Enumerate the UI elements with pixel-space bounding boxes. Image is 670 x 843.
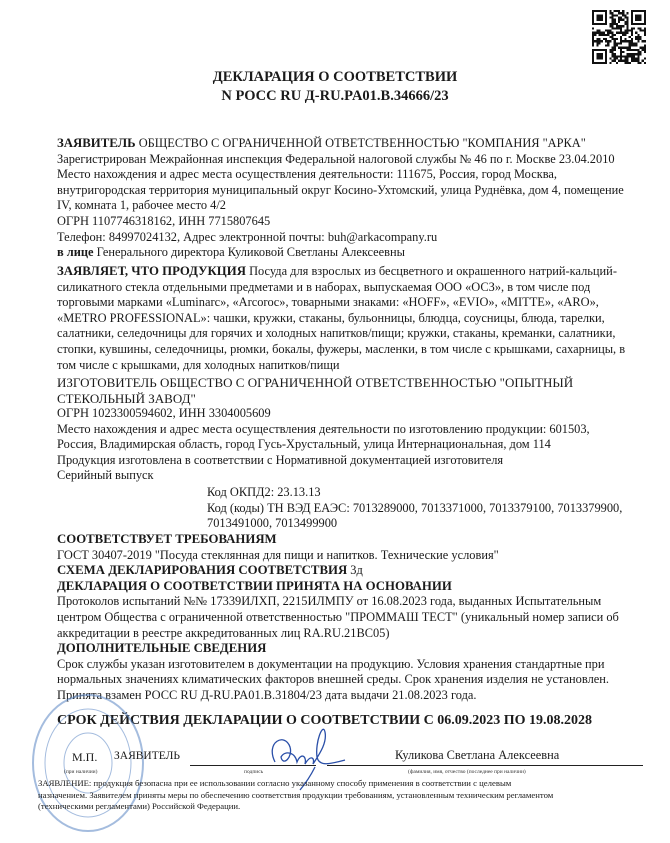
manufacturer-line: ИЗГОТОВИТЕЛЬ ОБЩЕСТВО С ОГРАНИЧЕННОЙ ОТВЕТСТВЕННОСТЬЮ "ОПЫТНЫЙ (57, 375, 574, 390)
code-line: Код ОКПД2: 23.13.13 (207, 485, 321, 499)
product-line: силикатного стекла отдельными предметами и в наборах, выпускаемая ООО «ОСЗ», в том числе под (57, 279, 591, 294)
serial-text: Серийный выпуск (57, 468, 154, 482)
code-line: 7013491000, 7013499900 (207, 516, 338, 531)
product-section (57, 264, 657, 373)
name-note: (фамилия, имя, отчество (последнее при наличии) (408, 769, 526, 775)
validity-text: СРОК ДЕЙСТВИЯ ДЕКЛАРАЦИИ О СООТВЕТСТВИИ С 06.09.2023 ПО 19.08.2028 (57, 713, 593, 728)
statement-line: ЗАЯВЛЕНИЕ: продукция безопасна при ее использовании согласно указанному способу применения в соответствии с целевым (38, 778, 512, 788)
statement (38, 778, 638, 813)
serial-release (57, 468, 657, 484)
statement-line: назначением. Заявителем приняты меры по обеспечению соответствия продукции требованиям, установленным техническим регламентом (38, 789, 554, 800)
requirements-text: ГОСТ 30407-2019 "Посуда стеклянная для пищи и напитков. Технические условия" (57, 547, 499, 562)
manufacturer-line: СТЕКОЛЬНЫЙ ЗАВОД" (57, 390, 196, 406)
applicant-line: ОГРН 1107746318162, ИНН 7715807645 (57, 213, 271, 228)
applicant-section (57, 136, 657, 261)
basis-line: центром Общества с ограниченной ответственностью "ПРОММАШ ТЕСТ" (уникальный номер записи об (57, 609, 619, 624)
manufacturer-line: Россия, Владимирская область, город Гусь-Хрустальный, улица Интернациональная, дом 114 (57, 437, 551, 452)
document-title (0, 68, 670, 106)
declaration-number: N РОСС RU Д-RU.PA01.B.34666/23 (221, 88, 449, 104)
requirements-section (57, 532, 657, 704)
applicant-label: ЗАЯВИТЕЛЬ (57, 136, 136, 150)
applicant-line: Место нахождения и адрес места осуществления деятельности: 111675, Россия, город Москва, (57, 167, 557, 182)
applicant-sign-label: ЗАЯВИТЕЛЬ (114, 750, 181, 762)
code-line: Код (коды) ТН ВЭД ЕАЭС: 7013289000, 7013371000, 7013379100, 7013379900, (207, 500, 623, 515)
manufacturer-line: Место нахождения и адрес места осуществления деятельности по изготовлению продукции: 601503, (57, 421, 590, 436)
manufacturer-line: Продукция изготовлена в соответствии с Нормативной документацией изготовителя (57, 452, 504, 467)
additional-label: ДОПОЛНИТЕЛЬНЫЕ СВЕДЕНИЯ (57, 641, 267, 656)
basis-label: ДЕКЛАРАЦИЯ О СООТВЕТСТВИИ ПРИНЯТА НА ОСНОВАНИИ (57, 578, 452, 593)
signatory-name: Куликова Светлана Алексеевна (395, 748, 560, 762)
product-line: салатники, селедочницы для горячих и холодных напитков/пищи; кружки, стаканы, креманки, салатники, (57, 326, 616, 341)
applicant-line: IV, комната 1, рабочее место 4/2 (57, 198, 226, 213)
basis-line: Протоколов испытаний №№ 17339ИЛХП, 2215ИЛМПУ от 16.08.2023 года, выданных Испытательным (57, 594, 602, 609)
title-line: ДЕКЛАРАЦИЯ О СООТВЕТСТВИИ (212, 69, 458, 85)
product-line: торговыми марками «Luminarc», «Arcoroc», товарными знаками: «HOFF», «EVIO», «MITTE», «ARO», (57, 295, 599, 310)
statement-line: (техническими регламентами) Российской Федерации. (38, 801, 241, 811)
basis-line: аккредитации в реестре аккредитованных лиц RA.RU.21ВС05) (57, 625, 390, 640)
additional-line: Принята взамен РОСС RU Д-RU.PA01.B.31804/23 дата выдачи 21.08.2023 года. (57, 687, 477, 702)
rep-name: Генерального директора Куликовой Светланы Алексеевны (93, 245, 405, 260)
product-line: стопки, кувшины, селедочницы, рюмки, бокалы, фужеры, масленки, в том числе с крышками, сахарницы, в (57, 341, 626, 356)
manufacturer-line: ОГРН 1023300594602, ИНН 3304005609 (57, 406, 271, 421)
product-line: «METRO PROFESSIONAL»: чашки, кружки, стаканы, бульонницы, блюдца, соусницы, блюда, тарелки, (57, 310, 605, 325)
additional-line: Срок службы указан изготовителем в документации на продукцию. Условия хранения стандартные при (57, 656, 605, 671)
applicant-line: Зарегистрирован Межрайонная инспекция Федеральной налоговой службы № 46 по г. Москве 23.04.2010 (57, 151, 615, 166)
scheme-value: 3д (347, 563, 363, 578)
product-line: Посуда для взрослых из бесцветного и окрашенного натрий-кальций- (245, 264, 617, 278)
codes-section (207, 485, 670, 532)
mp-note: (при наличии) (64, 769, 98, 775)
applicant-name: ОБЩЕСТВО С ОГРАНИЧЕННОЙ ОТВЕТСТВЕННОСТЬЮ "КОМПАНИЯ "АРКА" (135, 136, 586, 150)
manufacturer-section (57, 375, 657, 469)
requirements-label: СООТВЕТСТВУЕТ ТРЕБОВАНИЯМ (57, 532, 277, 546)
rep-label: в лице (57, 245, 94, 260)
applicant-line: Телефон: 84997024132, Адрес электронной почты: buh@arkacompany.ru (57, 229, 438, 244)
applicant-line: внутригородская территория муниципальный округ Косино-Ухтомский, улица Руднёвка, дом 4, помещение (57, 182, 624, 197)
product-line: том числе с крышками, для холодных напитков/пищи (57, 357, 340, 372)
qr-code (592, 10, 646, 64)
name-line (327, 765, 643, 766)
mp-label: М.П. (72, 750, 98, 764)
signature-note: подпись (244, 769, 264, 775)
scheme-label: СХЕМА ДЕКЛАРИРОВАНИЯ СООТВЕТСТВИЯ (57, 563, 348, 578)
product-label: ЗАЯВЛЯЕТ, ЧТО ПРОДУКЦИЯ (57, 264, 246, 278)
additional-line: нормальных значениях климатических факторов внешней среды. Срок хранения изделия не установлен. (57, 672, 609, 687)
